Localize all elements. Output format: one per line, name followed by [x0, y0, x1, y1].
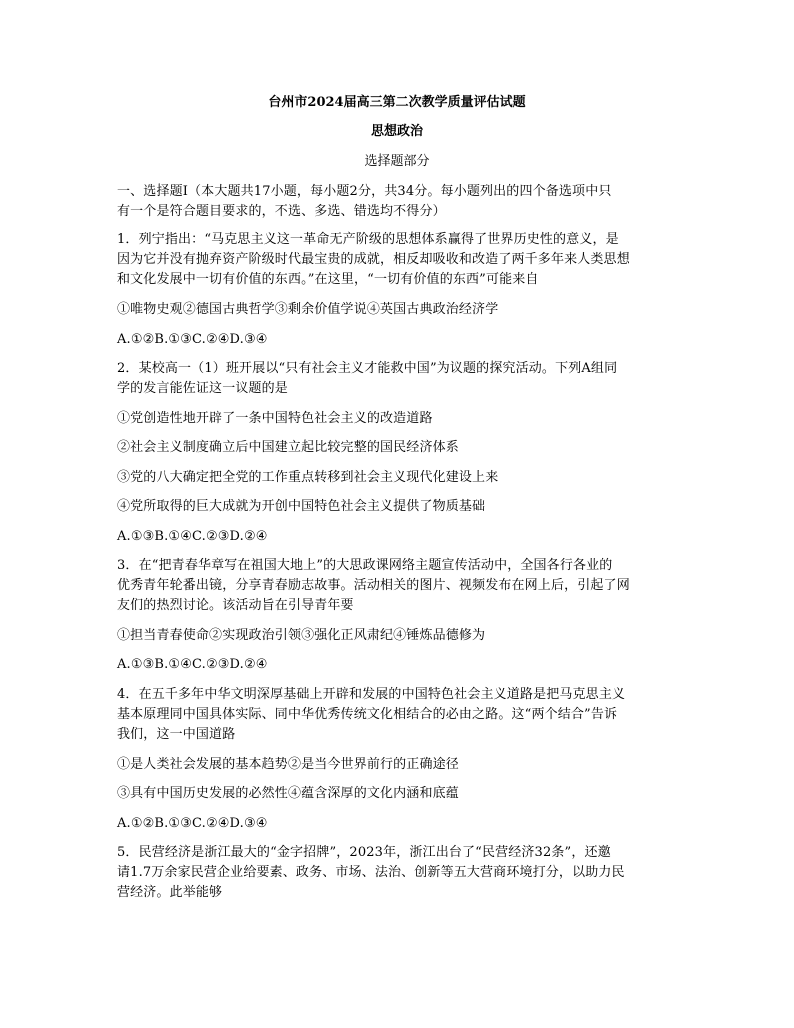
question-1-stem: 1．列宁指出：“马克思主义这一革命无产阶级的思想体系赢得了世界历史性的意义，是 [117, 232, 619, 247]
question-4-option: ①是人类社会发展的基本趋势②是当今世界前行的正确途径 [117, 757, 459, 772]
subject-title: 思想政治 [370, 124, 423, 139]
question-1-answers: A.①②B.①③C.②④D.③④ [117, 332, 268, 347]
question-4-stem: 我们，这一中国道路 [117, 727, 236, 742]
question-4-answers: A.①②B.①③C.②④D.③④ [117, 816, 268, 831]
question-4-option: ③具有中国历史发展的必然性④蕴含深厚的文化内涵和底蕴 [117, 786, 459, 801]
question-3-option: ①担当青春使命②实现政治引领③强化正风肃纪④锤炼品德修为 [117, 628, 486, 643]
question-4-stem: 4．在五千多年中华文明深厚基础上开辟和发展的中国特色社会主义道路是把马克思主义 [117, 687, 626, 702]
question-2-option: ④党所取得的巨大成就为开创中国特色社会主义提供了物质基础 [117, 499, 486, 514]
question-2-option: ③党的八大确定把全党的工作重点转移到社会主义现代化建设上来 [117, 470, 499, 485]
question-2-option: ②社会主义制度确立后中国建立起比较完整的国民经济体系 [117, 440, 459, 455]
question-1-stem: 因为它并没有抛弃资产阶级时代最宝贵的成就，相反却吸收和改造了两千多年来人类思想 [117, 252, 630, 267]
instruction-line: 有一个是符合题目要求的，不选、多选、错选均不得分） [117, 204, 446, 219]
question-3-stem: 友们的热烈讨论。该活动旨在引导青年要 [117, 598, 354, 613]
question-3-stem: 优秀青年轮番出镜，分享青春励志故事。活动相关的图片、视频发布在网上后，引起了网 [117, 578, 630, 593]
instruction-line: 一、选择题Ⅰ（本大题共17小题，每小题2分，共34分。每小题列出的四个备选项中只 [117, 184, 612, 199]
section-heading: 选择题部分 [364, 154, 430, 169]
question-4-stem: 基本原理同中国具体实际、同中华优秀传统文化相结合的必由之路。这“两个结合”告诉 [117, 707, 618, 722]
question-2-option: ①党创造性地开辟了一条中国特色社会主义的改造道路 [117, 411, 433, 426]
exam-title: 台州市2024届高三第二次教学质量评估试题 [268, 95, 526, 110]
question-2-stem: 学的发言能佐证这一议题的是 [117, 381, 288, 396]
question-1-option: ①唯物史观②德国古典哲学③剩余价值学说④英国古典政治经济学 [117, 302, 499, 317]
question-5-stem: 营经济。此举能够 [117, 885, 223, 900]
question-3-answers: A.①③B.①④C.②③D.②④ [117, 657, 268, 672]
question-2-answers: A.①③B.①④C.②③D.②④ [117, 529, 268, 544]
question-5-stem: 5．民营经济是浙江最大的“金字招牌”，2023年，浙江出台了“民营经济32条”，还邀 [117, 845, 611, 860]
question-1-stem: 和文化发展中一切有价值的东西。”在这里，“一切有价值的东西”可能来自 [117, 272, 539, 287]
question-3-stem: 3．在“把青春华章写在祖国大地上”的大思政课网络主题宣传活动中，全国各行各业的 [117, 558, 613, 573]
question-5-stem: 请1.7万余家民营企业给要素、政务、市场、法治、创新等五大营商环境打分，以助力民 [117, 865, 625, 880]
question-2-stem: 2．某校高一（1）班开展以“只有社会主义才能救中国”为议题的探究活动。下列A组同 [117, 361, 618, 376]
